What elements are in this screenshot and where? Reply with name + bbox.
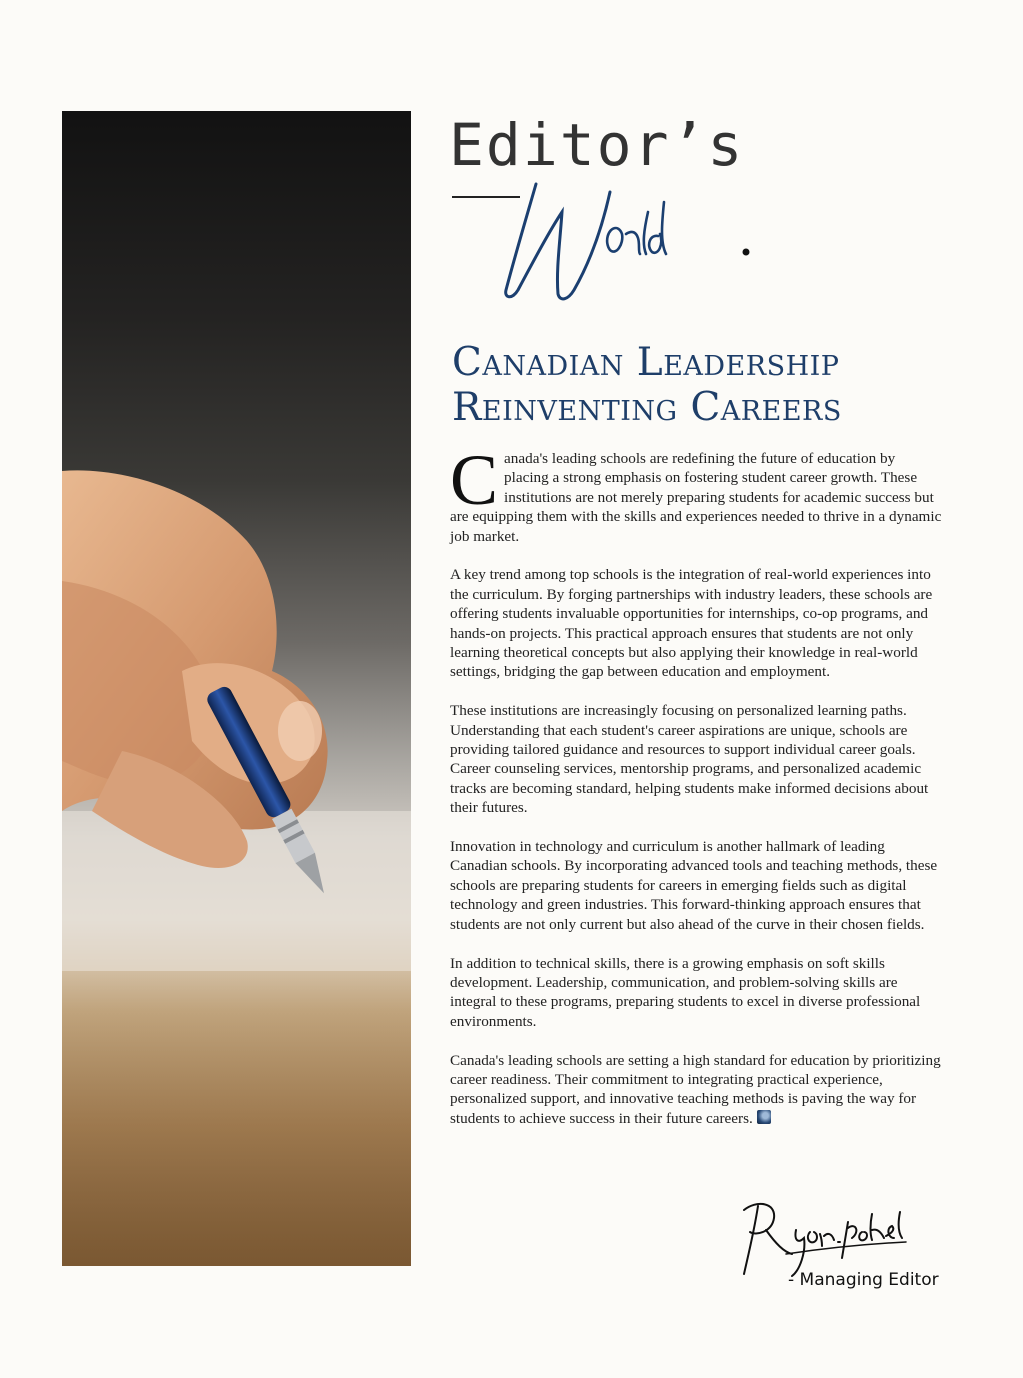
article-paragraph-3: These institutions are increasingly focusing on personalized learning paths. Understanding that each student's career aspirations are unique, schools are providing tailored guidance and resources to support individual career goals. Career counseling services, mentorship programs, and personalized academic tracks are becoming standard, helping students make informed decisions about their futures. [450, 702, 929, 817]
article-paragraph-1 [450, 440, 942, 546]
end-mark-icon [757, 1110, 771, 1124]
first-paragraph-text: anada's leading schools are redefining the future of education by placing a strong emphasis on fostering student career growth. These institutions are not merely preparing students for academic success but are equipping them with the skills and experiences needed to thrive in a dynamic job market. [450, 450, 942, 545]
editor-role: - Managing Editor [788, 1270, 939, 1290]
signature-scribble [736, 1192, 946, 1282]
drop-cap: C [450, 440, 499, 520]
writing-hand-illustration [62, 111, 411, 1266]
article-paragraph-2: A key trend among top schools is the integration of real-world experiences into the curriculum. By forging partnerships with industry leaders, these schools are offering students invaluable opportunities for internships, co-op programs, and hands-on projects. This practical approach ensures that students are not only learning theoretical concepts but also applying their knowledge in real-world settings, bridging the gap between education and employment. [450, 566, 933, 681]
article-body [450, 440, 942, 1148]
article-paragraph-4: Innovation in technology and curriculum is another hallmark of leading Canadian schools. By incorporating advanced tools and teaching methods, these schools are preparing students for careers in emerging fields such as digital technology and green industries. This forward-thinking approach ensures that students are not only current but also ahead of the curve in their chosen fields. [450, 838, 938, 933]
article-paragraph-6 [450, 1051, 942, 1129]
writing-hand-photo [62, 111, 411, 1266]
title-word-script [498, 172, 758, 312]
article-headline: Canadian Leadership Reinventing Careers [452, 340, 842, 430]
closing-paragraph-text: Canada's leading schools are setting a high standard for education by prioritizing career readiness. Their commitment to integrating practical experience, personalized support, and innovative teaching methods is paving the way for students to achieve success in their future careers. [450, 1051, 941, 1127]
word-script-lettering [498, 172, 758, 307]
title-editors: Editor’s [449, 111, 745, 179]
article-paragraph-5: In addition to technical skills, there is a growing emphasis on soft skills development. Leadership, communication, and problem-solving skills are integral to these programs, preparing students to excel in diverse professional environments. [450, 954, 921, 1030]
